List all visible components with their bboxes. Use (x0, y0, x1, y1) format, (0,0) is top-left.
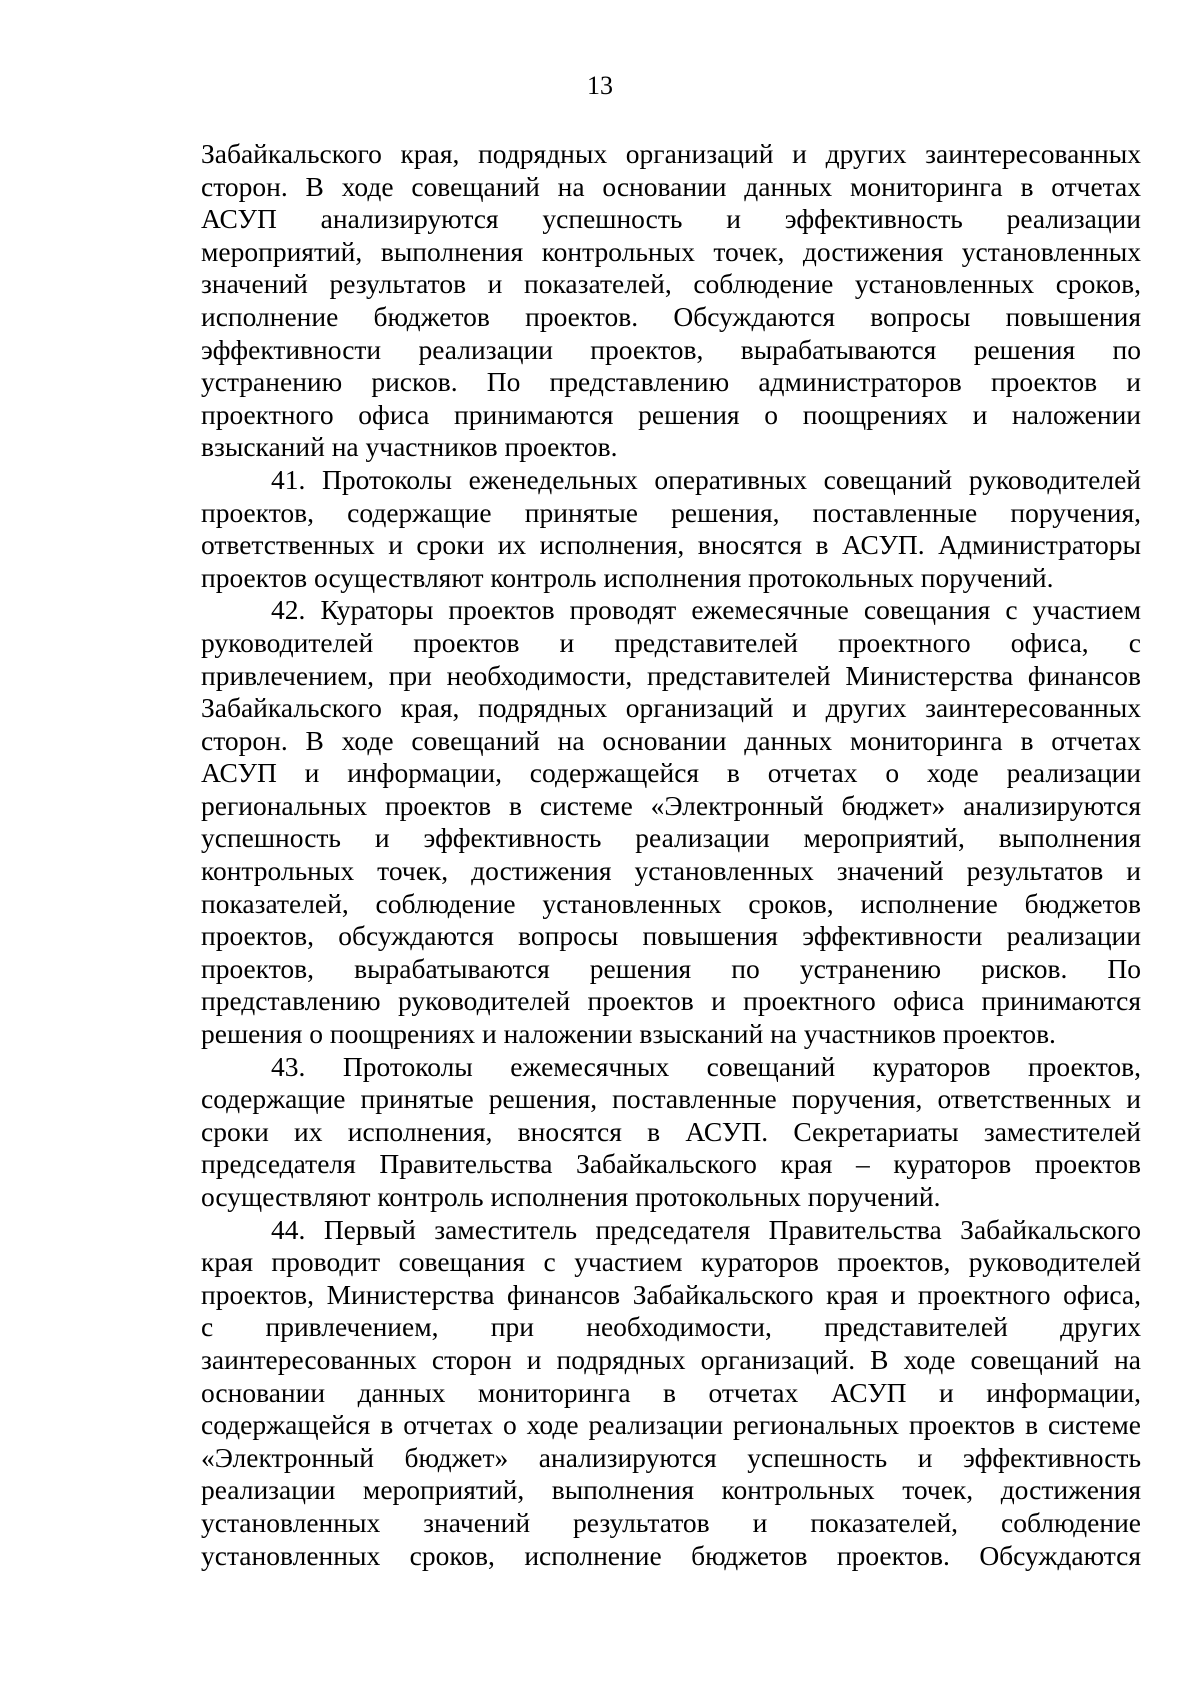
text-line: представлению руководителей проектов и проектного офиса принимаются (201, 985, 1141, 1017)
text-line: реализации мероприятий, выполнения контрольных точек, достижения (201, 1474, 1141, 1506)
text-line: проектного офиса принимаются решения о поощрениях и наложении (201, 398, 1141, 430)
text-line: 44. Первый заместитель председателя Правительства Забайкальского (271, 1213, 1141, 1245)
page-number: 13 (587, 71, 613, 100)
text-line: устранению рисков. По представлению администраторов проектов и (201, 366, 1141, 398)
text-line: АСУП и информации, содержащейся в отчетах о ходе реализации (201, 757, 1141, 789)
text-line: взысканий на участников проектов. (201, 431, 618, 463)
text-line: проектов, обсуждаются вопросы повышения эффективности реализации (201, 920, 1141, 952)
text-line: сторон. В ходе совещаний на основании данных мониторинга в отчетах (201, 724, 1141, 756)
text-line: решения о поощрениях и наложении взысканий на участников проектов. (201, 1018, 1056, 1050)
text-line: края проводит совещания с участием кураторов проектов, руководителей (201, 1246, 1141, 1278)
text-line: сторон. В ходе совещаний на основании данных мониторинга в отчетах (201, 170, 1141, 202)
text-line: Забайкальского края, подрядных организаций и других заинтересованных (201, 138, 1141, 169)
text-line: АСУП анализируются успешность и эффективность реализации (201, 203, 1141, 235)
text-line: проектов, вырабатываются решения по устранению рисков. По (201, 952, 1141, 984)
text-line: содержащие принятые решения, поставленные поручения, ответственных и (201, 1083, 1141, 1115)
text-line: 41. Протоколы еженедельных оперативных совещаний руководителей (271, 463, 1141, 495)
text-line: региональных проектов в системе «Электронный бюджет» анализируются (201, 789, 1141, 821)
text-line: успешность и эффективность реализации мероприятий, выполнения (201, 822, 1141, 854)
text-line: 42. Кураторы проектов проводят ежемесячные совещания с участием (271, 594, 1141, 626)
text-line: эффективности реализации проектов, вырабатываются решения по (201, 333, 1141, 365)
text-line: показателей, соблюдение установленных сроков, исполнение бюджетов (201, 887, 1141, 919)
text-line: ответственных и сроки их исполнения, вносятся в АСУП. Администраторы (201, 529, 1141, 561)
text-line: руководителей проектов и представителей проектного офиса, с (201, 626, 1141, 658)
text-line: 43. Протоколы ежемесячных совещаний кураторов проектов, (271, 1050, 1141, 1082)
text-line: контрольных точек, достижения установленных значений результатов и (201, 855, 1141, 887)
document-body (201, 138, 1141, 1572)
text-line: значений результатов и показателей, соблюдение установленных сроков, (201, 268, 1141, 300)
text-line: сроки их исполнения, вносятся в АСУП. Секретариаты заместителей (201, 1115, 1141, 1147)
text-line: исполнение бюджетов проектов. Обсуждаются вопросы повышения (201, 300, 1141, 332)
text-line: «Электронный бюджет» анализируются успешность и эффективность (201, 1441, 1141, 1473)
text-line: с привлечением, при необходимости, представителей других (201, 1311, 1141, 1343)
text-line: осуществляют контроль исполнения протокольных поручений. (201, 1181, 941, 1212)
text-line: заинтересованных сторон и подрядных организаций. В ходе совещаний на (201, 1343, 1141, 1375)
text-line: проектов осуществляют контроль исполнения протокольных поручений. (201, 561, 1054, 593)
text-line: основании данных мониторинга в отчетах АСУП и информации, (201, 1376, 1141, 1408)
text-line: проектов, Министерства финансов Забайкальского края и проектного офиса, (201, 1278, 1141, 1310)
text-line: установленных значений результатов и показателей, соблюдение (201, 1506, 1141, 1538)
text-line: мероприятий, выполнения контрольных точек, достижения установленных (201, 235, 1141, 267)
text-line: содержащейся в отчетах о ходе реализации региональных проектов в системе (201, 1409, 1141, 1441)
text-line: установленных сроков, исполнение бюджетов проектов. Обсуждаются (201, 1539, 1141, 1571)
text-line: проектов, содержащие принятые решения, поставленные поручения, (201, 496, 1141, 528)
text-line: Забайкальского края, подрядных организаций и других заинтересованных (201, 692, 1141, 724)
text-line: привлечением, при необходимости, представителей Министерства финансов (201, 659, 1141, 691)
text-line: председателя Правительства Забайкальского края – кураторов проектов (201, 1148, 1141, 1180)
